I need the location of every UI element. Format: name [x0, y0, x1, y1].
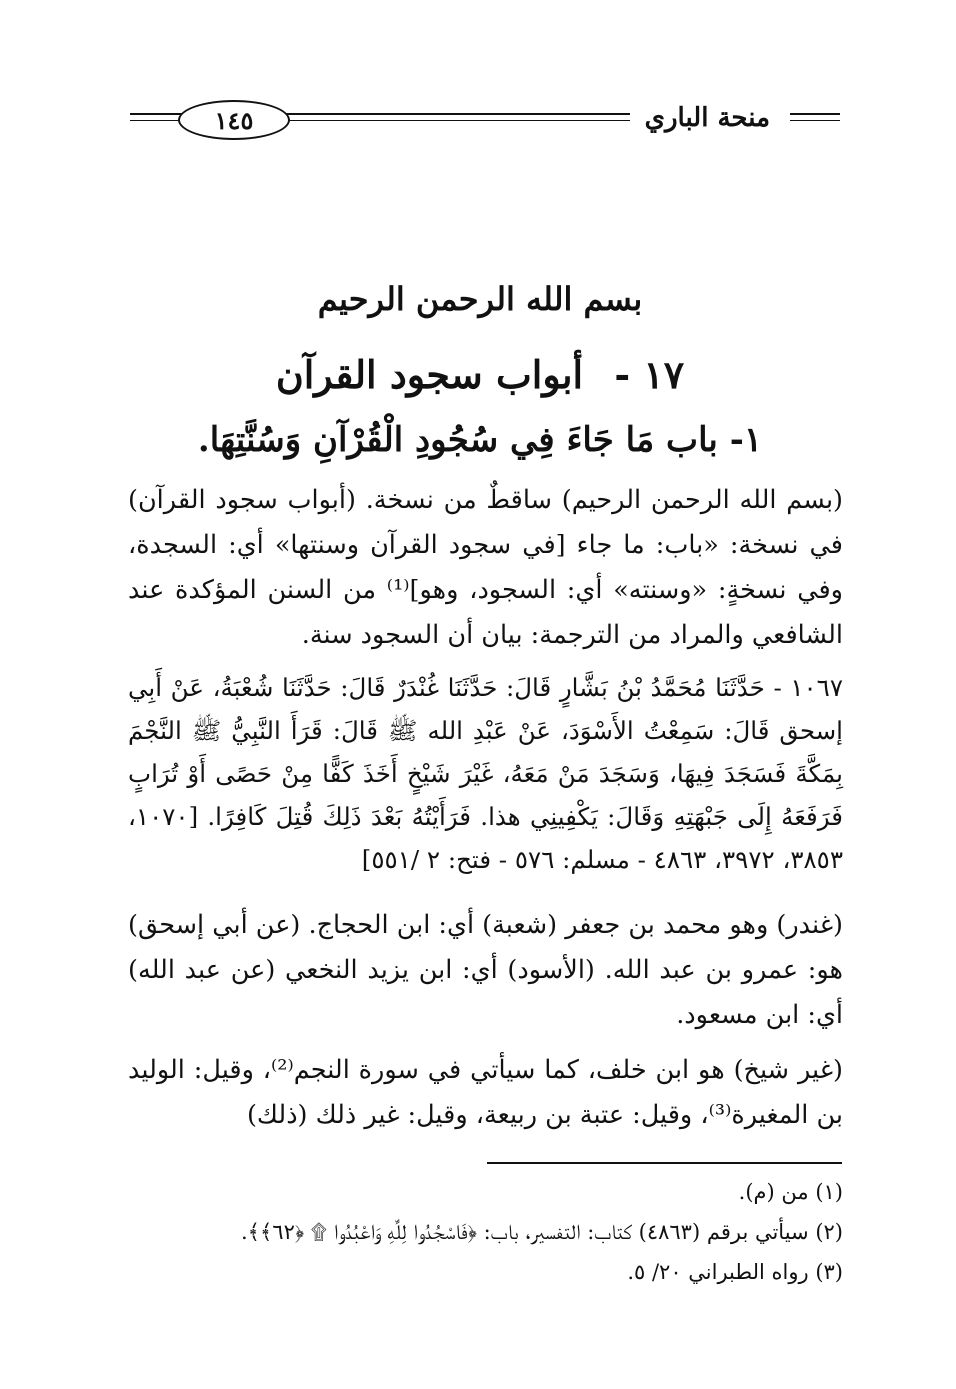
hadith-text — [128, 666, 843, 881]
header-rule-right-thin — [790, 120, 840, 121]
footnotes — [128, 1172, 843, 1292]
paragraph-text: (غير شيخ) هو ابن خلف، كما سيأتي في سورة النجم⁽²⁾، وقيل: الوليد بن المغيرة⁽³⁾، وقيل: عتبة بن ربيعة، وقيل: غير ذلك (ذلك) — [128, 1055, 844, 1130]
header-rule-middle — [280, 113, 630, 115]
commentary-paragraph-3 — [128, 1048, 843, 1138]
commentary-paragraph-2 — [128, 903, 843, 1038]
basmala: بسم الله الرحمن الرحيم — [317, 280, 643, 318]
running-title: منحة الباري — [644, 103, 770, 133]
page-header — [130, 95, 840, 145]
commentary-paragraph-1 — [128, 478, 843, 658]
header-rule-middle-thin — [280, 120, 630, 121]
page-number: ١٤٥ — [178, 100, 290, 140]
footnote-divider — [487, 1162, 842, 1164]
header-rule-left — [130, 113, 186, 115]
footnote-2: (٢) سيأتي برقم (٤٨٦٣) كتاب: التفسير، باب: ﴿فَاسْجُدُوا لِلَّهِ وَاعْبُدُوا ۩ ﴿٦٢﴾﴾. — [241, 1220, 843, 1244]
chapter-title: أبواب سجود القرآن — [275, 352, 584, 397]
paragraph-text: (غندر) وهو محمد بن جعفر (شعبة) أي: ابن الحجاج. (عن أبي إسحق) هو: عمرو بن عبد الله. (الأسود) أي: ابن يزيد النخعي (عن عبد الله) أي: ابن مسعود. — [128, 910, 843, 1030]
chapter-number: ١٧ - — [614, 352, 685, 397]
section-title: ١- باب مَا جَاءَ فِي سُجُودِ الْقُرْآنِ وَسُنَّتِهَا. — [197, 420, 763, 460]
chapter-heading — [120, 352, 840, 397]
paragraph-text: ١٠٦٧ - حَدَّثَنَا مُحَمَّدُ بْنُ بَشَّارٍ قَالَ: حَدَّثَنَا غُنْدَرٌ قَالَ: حَدَّثَنَا شُعْبَةُ، عَنْ أَبِي إسحق قَالَ: سَمِعْتُ الأَسْوَدَ، عَنْ عَبْدِ الله ﷺ قَالَ: قَرَأَ النَّبِيُّ ﷺ النَّجْمَ بِمَكَّةَ فَسَجَدَ فِيهَا، وَسَجَدَ مَنْ مَعَهُ، غَيْرَ شَيْخٍ أَخَذَ كَفًّا مِنْ حَصًى أَوْ تُرَابٍ فَرَفَعَهُ إِلَى جَبْهَتِهِ وَقَالَ: يَكْفِينِي هذا. فَرَأَيْتُهُ بَعْدَ ذَلِكَ قُتِلَ كَافِرًا. [١٠٧٠، ٣٨٥٣، ٣٩٧٢، ٤٨٦٣ - مسلم: ٥٧٦ - فتح: ٢ /٥٥١] — [128, 673, 843, 874]
footnote-1: (١) من (م). — [738, 1180, 843, 1204]
header-rule-right — [790, 113, 840, 115]
paragraph-text: (بسم الله الرحمن الرحيم) ساقطٌ من نسخة. (أبواب سجود القرآن) في نسخة: «باب: ما جاء [في سجود القرآن وسنتها» أي: السجدة، وفي نسخةٍ: «وسنته» أي: السجود، وهو]⁽¹⁾ من السنن المؤكدة عند الشافعي والمراد من الترجمة: بيان أن السجود سنة. — [128, 485, 843, 650]
footnote-3: (٣) رواه الطبراني ٢٠/ ٥. — [627, 1260, 843, 1284]
